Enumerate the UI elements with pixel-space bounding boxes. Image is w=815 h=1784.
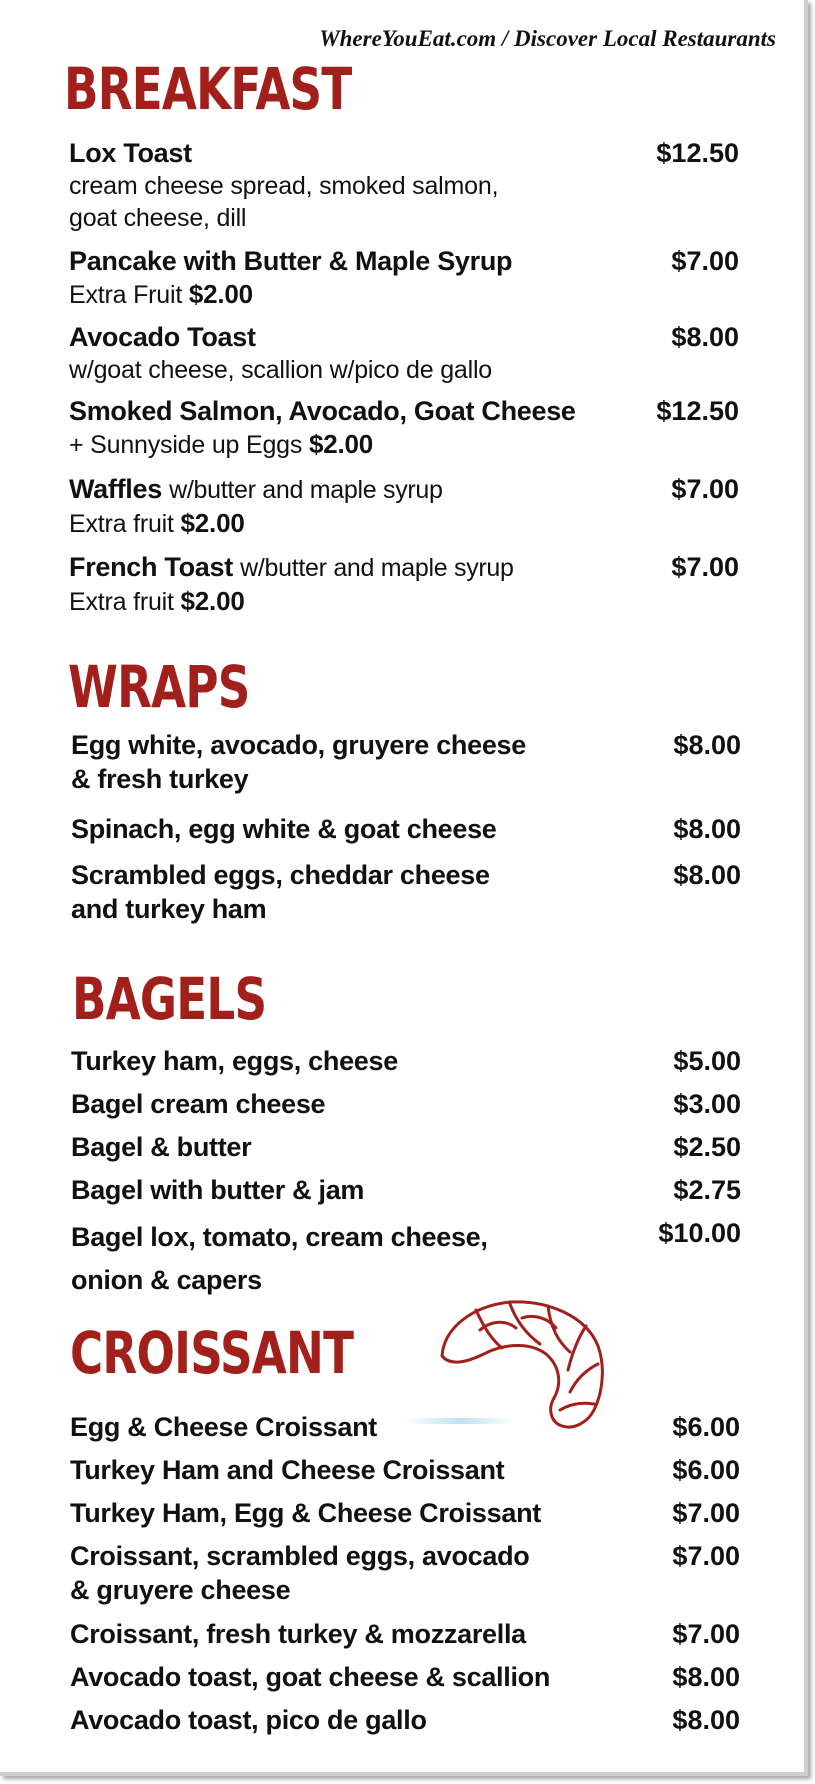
menu-item	[71, 1130, 741, 1164]
menu-item	[71, 1173, 741, 1207]
item-name: Lox Toast	[69, 138, 192, 168]
menu-item	[70, 1410, 740, 1444]
section-title-croissant: CROISSANT	[70, 1319, 354, 1387]
item-name: Smoked Salmon, Avocado, Goat Cheese	[69, 396, 576, 426]
item-name: Bagel with butter & jam	[71, 1175, 365, 1205]
menu-item	[71, 728, 741, 796]
item-description: w/goat cheese, scallion w/pico de gallo	[69, 356, 493, 384]
extra-label: Extra fruit	[69, 510, 174, 538]
section-title-breakfast: BREAKFAST	[64, 55, 352, 123]
item-name: Turkey Ham, Egg & Cheese Croissant	[70, 1498, 541, 1528]
extra-label: Extra Fruit	[69, 281, 183, 309]
item-description: cream cheese spread, smoked salmon,	[69, 172, 499, 200]
menu-item	[71, 858, 741, 926]
item-price: $8.00	[672, 1705, 740, 1735]
item-name: Avocado toast, pico de gallo	[70, 1705, 427, 1735]
item-price: $2.50	[673, 1132, 741, 1162]
item-extra	[69, 278, 739, 311]
extra-label: Extra fruit	[69, 588, 174, 616]
item-price: $6.00	[672, 1412, 740, 1442]
menu-item	[69, 244, 739, 311]
item-price: $10.00	[658, 1218, 741, 1248]
item-name: Egg white, avocado, gruyere cheese	[71, 730, 526, 760]
item-name: Turkey Ham and Cheese Croissant	[70, 1455, 505, 1485]
item-name: Pancake with Butter & Maple Syrup	[69, 246, 513, 276]
item-price: $2.75	[673, 1175, 741, 1205]
item-name: Bagel & butter	[71, 1132, 252, 1162]
item-name: Bagel cream cheese	[71, 1089, 326, 1119]
item-name-cont: & fresh turkey	[71, 764, 249, 794]
item-extra	[69, 428, 739, 461]
item-name-line	[69, 472, 739, 507]
item-name: Croissant, fresh turkey & mozzarella	[70, 1619, 526, 1649]
item-price: $8.00	[673, 730, 741, 760]
menu-item	[69, 550, 739, 618]
item-price: $7.00	[671, 552, 739, 582]
menu-item	[70, 1660, 740, 1694]
item-name-line	[69, 550, 739, 585]
item-price: $8.00	[673, 814, 741, 844]
item-name-cont: onion & capers	[71, 1265, 262, 1295]
item-name: Waffles	[69, 474, 162, 504]
item-price: $8.00	[672, 1662, 740, 1692]
item-price: $3.00	[673, 1089, 741, 1119]
menu-item	[71, 1044, 741, 1078]
item-name-cont: and turkey ham	[71, 894, 267, 924]
extra-price: $2.00	[180, 508, 245, 538]
extra-label: + Sunnyside up Eggs	[69, 431, 303, 459]
menu-item	[70, 1539, 740, 1607]
item-price: $7.00	[671, 474, 739, 504]
item-price: $12.50	[656, 138, 739, 168]
section-title-wraps: WRAPS	[68, 653, 250, 721]
item-name: Turkey ham, eggs, cheese	[71, 1046, 398, 1076]
item-extra	[69, 585, 739, 618]
item-description: w/butter and maple syrup	[240, 554, 514, 582]
item-extra	[69, 507, 739, 540]
item-price: $5.00	[673, 1046, 741, 1076]
menu-item	[69, 136, 739, 234]
menu-item	[70, 1453, 740, 1487]
menu-item	[69, 472, 739, 540]
item-name: Egg & Cheese Croissant	[70, 1412, 377, 1442]
item-price: $7.00	[672, 1541, 740, 1571]
menu-item	[69, 320, 739, 386]
section-title-bagels: BAGELS	[72, 965, 267, 1033]
menu-item	[71, 1087, 741, 1121]
item-name-cont: & gruyere cheese	[70, 1575, 291, 1605]
item-name: Croissant, scrambled eggs, avocado	[70, 1541, 530, 1571]
menu-item	[70, 1496, 740, 1530]
item-name: Scrambled eggs, cheddar cheese	[71, 860, 490, 890]
item-name: Bagel lox, tomato, cream cheese,	[71, 1222, 488, 1252]
site-watermark: WhereYouEat.com / Discover Local Restaurants	[319, 26, 776, 51]
item-price: $7.00	[671, 246, 739, 276]
item-name: Avocado Toast	[69, 322, 256, 352]
item-price: $8.00	[671, 322, 739, 352]
menu-item	[70, 1703, 740, 1737]
item-description: goat cheese, dill	[69, 204, 247, 232]
item-name: Spinach, egg white & goat cheese	[71, 814, 497, 844]
item-name: French Toast	[69, 552, 233, 582]
extra-price: $2.00	[188, 279, 253, 309]
item-price: $8.00	[673, 860, 741, 890]
item-price: $7.00	[672, 1619, 740, 1649]
menu-item	[71, 812, 741, 846]
menu-item	[70, 1617, 740, 1651]
item-price: $6.00	[672, 1455, 740, 1485]
menu-item	[71, 1216, 741, 1302]
extra-price: $2.00	[308, 429, 374, 459]
item-price: $7.00	[672, 1498, 740, 1528]
item-description: w/butter and maple syrup	[169, 476, 443, 504]
extra-price: $2.00	[180, 586, 245, 616]
item-name: Avocado toast, goat cheese & scallion	[70, 1662, 551, 1692]
item-price: $12.50	[656, 396, 739, 426]
menu-item	[69, 394, 739, 461]
